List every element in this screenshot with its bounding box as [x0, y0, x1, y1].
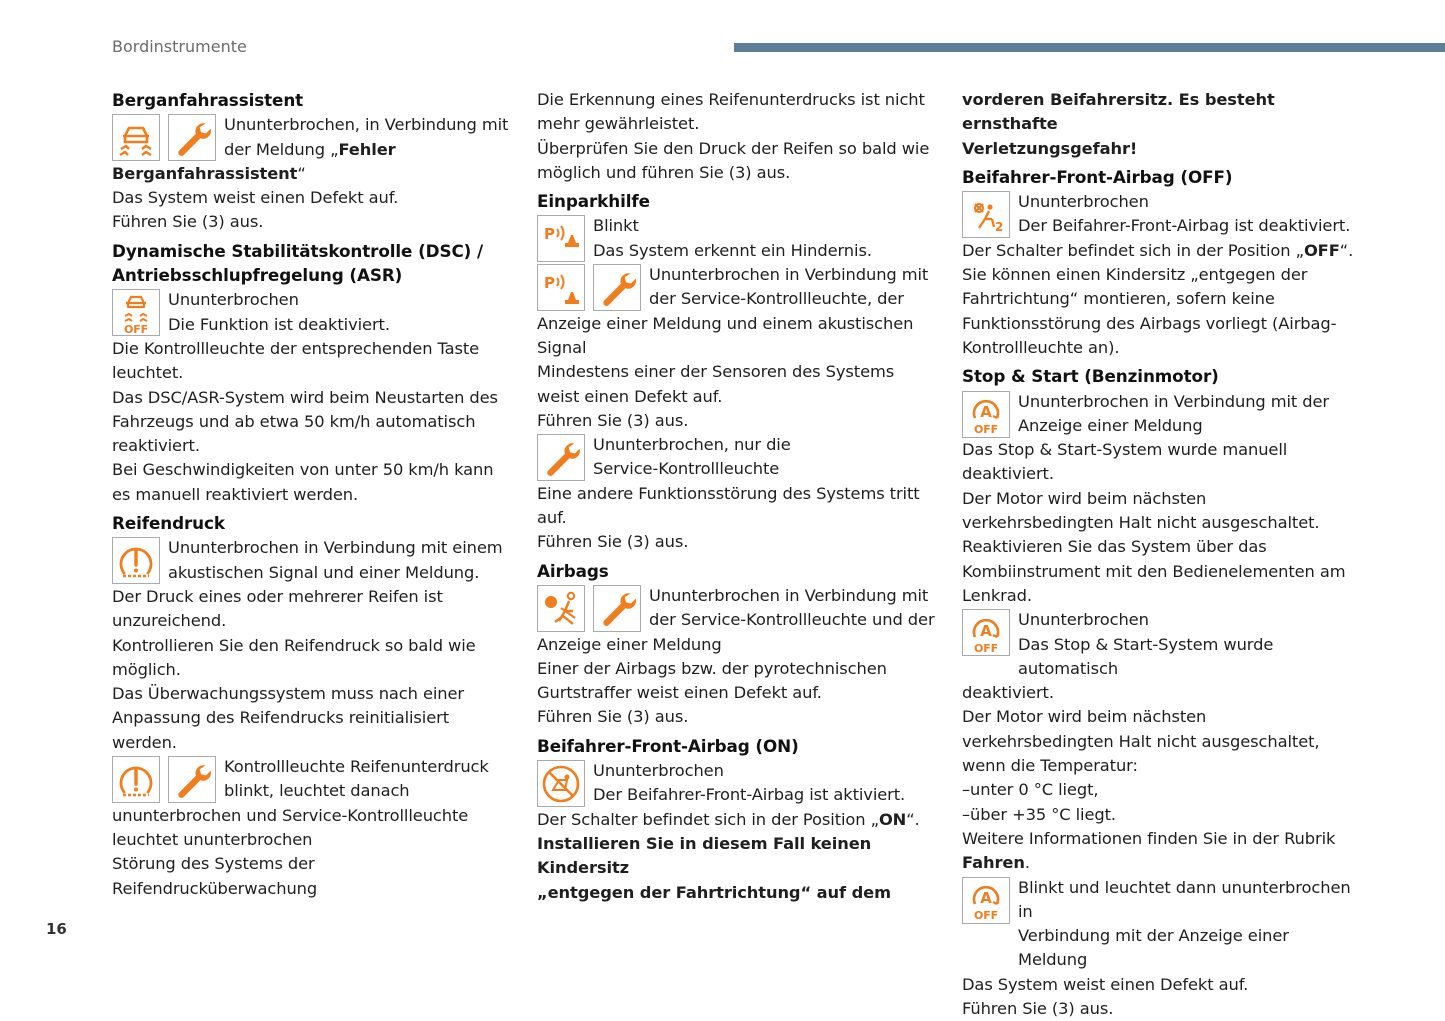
heading-stop-start: Stop & Start (Benzinmotor) — [962, 366, 1219, 387]
icon-row — [537, 263, 935, 312]
svg-text:A: A — [980, 889, 992, 907]
paragraph: deaktiviert. — [962, 683, 1054, 703]
paragraph: Das System weist einen Defekt auf. — [962, 974, 1249, 994]
text-line: der Service-Kontrollleuchte und der — [649, 610, 935, 630]
text-line: Ununterbrochen, nur die — [593, 435, 791, 455]
text-line: Anzeige einer Meldung — [1018, 415, 1203, 435]
heading-airbag-on: Beifahrer-Front-Airbag (ON) — [537, 735, 799, 756]
paragraph: Der Schalter befindet sich in der Position „ON“. — [537, 809, 920, 829]
paragraph: Mindestens einer der Sensoren des Systems weist einen Defekt auf. — [537, 362, 895, 406]
text-line: Verbindung mit der Anzeige einer Meldung — [1018, 926, 1289, 970]
heading-einparkhilfe: Einparkhilfe — [537, 191, 650, 212]
text-line: Ununterbrochen in Verbindung mit — [649, 265, 929, 285]
paragraph: Überprüfen Sie den Druck der Reifen so bald wie möglich und führen Sie (3) aus. — [537, 138, 930, 182]
text-line: Ununterbrochen — [1018, 192, 1149, 212]
paragraph: Führen Sie (3) aus. — [537, 410, 689, 430]
svg-text:2: 2 — [995, 219, 1004, 234]
paragraph: Führen Sie (3) aus. — [537, 707, 689, 727]
wrench-icon — [537, 434, 585, 481]
text-line: Der Beifahrer-Front-Airbag ist aktiviert. — [593, 785, 906, 805]
dash-item: –über +35 °C liegt. — [962, 804, 1116, 824]
svg-text:P: P — [544, 224, 555, 243]
svg-text:OFF: OFF — [973, 423, 999, 437]
text-line: Ununterbrochen in Verbindung mit einem — [168, 538, 503, 558]
paragraph: Störung des Systems der Reifendrucküberwachung — [112, 854, 318, 898]
paragraph: Das Stop & Start-System wurde manuell deaktiviert. — [962, 440, 1288, 484]
text-line: blinkt, leuchtet danach — [224, 781, 410, 801]
section-title: Bordinstrumente — [112, 37, 247, 56]
icon-row — [962, 608, 1362, 681]
paragraph: Anzeige einer Meldung und einem akustischen Signal — [537, 313, 914, 357]
paragraph: Kontrollieren Sie den Reifendruck so bald wie möglich. — [112, 635, 476, 679]
airbag-off-icon — [962, 191, 1010, 238]
text-line: Ununterbrochen — [593, 761, 724, 781]
warning-text: Installieren Sie in diesem Fall keinen Kindersitz — [537, 833, 872, 878]
stop-start-off-icon — [962, 391, 1010, 438]
paragraph: ununterbrochen und Service-Kontrollleuchte leuchtet ununterbrochen — [112, 805, 469, 849]
parking-sensor-icon — [537, 264, 585, 311]
text-line: Service-Kontrollleuchte — [593, 459, 780, 479]
paragraph: Das System weist einen Defekt auf. — [112, 188, 399, 208]
parking-sensor-icon — [537, 215, 585, 262]
icon-row — [962, 390, 1362, 439]
child-seat-prohibited-icon — [537, 760, 585, 807]
icon-row — [537, 214, 935, 263]
text-line: Der Beifahrer-Front-Airbag ist deaktiviert. — [1018, 216, 1351, 236]
text-line: Das Stop & Start-System wurde automatisch — [1018, 634, 1274, 678]
paragraph: Das DSC/ASR-System wird beim Neustarten des Fahrzeugs und ab etwa 50 km/h automatisch reaktiviert. — [112, 387, 498, 456]
heading-reifendruck: Reifendruck — [112, 513, 225, 534]
tire-pressure-icon — [112, 537, 160, 584]
paragraph: Die Kontrollleuchte der entsprechenden Taste leuchtet. — [112, 338, 480, 383]
paragraph: Der Schalter befindet sich in der Position „OFF“. — [962, 240, 1354, 260]
paragraph: Eine andere Funktionsstörung des Systems tritt auf. — [537, 483, 920, 528]
page-number: 16 — [46, 920, 67, 938]
text-line: Die Funktion ist deaktiviert. — [168, 314, 390, 334]
wrench-icon — [593, 264, 641, 311]
text-line: Das System erkennt ein Hindernis. — [593, 240, 872, 260]
svg-text:OFF: OFF — [973, 641, 999, 655]
text-line: Ununterbrochen — [1018, 610, 1149, 630]
heading-berganfahrassistent: Berganfahrassistent — [112, 90, 304, 110]
svg-text:OFF: OFF — [123, 322, 149, 335]
text-line: akustischen Signal und einer Meldung. — [168, 562, 480, 582]
icon-row — [112, 113, 512, 162]
heading-airbags: Airbags — [537, 560, 609, 581]
paragraph: Führen Sie (3) aus. — [962, 998, 1114, 1018]
paragraph: Sie können einen Kindersitz „entgegen der Fahrtrichtung“ montieren, sofern keine Funktionsstörung des Airbags vorliegt (Airbag-Kontrollleuchte an). — [962, 265, 1337, 357]
icon-row — [537, 759, 935, 808]
paragraph: Der Motor wird beim nächsten verkehrsbedingten Halt nicht ausgeschaltet, wenn die Temperatur: — [962, 707, 1320, 776]
paragraph: Reaktivieren Sie das System über das Kombiinstrument mit den Bedienelementen am Lenkrad. — [962, 537, 1346, 605]
warning-text: „entgegen der Fahrtrichtung“ auf dem — [537, 882, 891, 902]
column-1 — [112, 88, 512, 901]
paragraph: Die Erkennung eines Reifenunterdrucks ist nicht mehr gewährleistet. — [537, 90, 925, 134]
svg-text:A: A — [980, 621, 992, 640]
dash-item: –unter 0 °C liegt, — [962, 780, 1099, 800]
text-line: Ununterbrochen, in Verbindung mit — [224, 115, 509, 135]
text-line: Blinkt und leuchtet dann ununterbrochen in — [1018, 877, 1351, 921]
airbag-icon — [537, 585, 585, 632]
paragraph: Führen Sie (3) aus. — [112, 212, 264, 232]
hill-start-icon — [112, 114, 160, 161]
dsc-off-icon — [112, 289, 160, 336]
column-2 — [537, 88, 935, 905]
text-line: Ununterbrochen in Verbindung mit der — [1018, 391, 1330, 411]
text-line: der Meldung „Fehler — [224, 139, 396, 159]
heading-dsc: Dynamische Stabilitätskontrolle (DSC) / Antriebsschlupfregelung (ASR) — [112, 240, 484, 286]
paragraph: Der Druck eines oder mehrerer Reifen ist unzureichend. — [112, 586, 443, 631]
paragraph: Bei Geschwindigkeiten von unter 50 km/h kann es manuell reaktiviert werden. — [112, 460, 494, 504]
text-line: Kontrollleuchte Reifenunterdruck — [224, 757, 489, 777]
svg-text:OFF: OFF — [973, 909, 999, 922]
wrench-icon — [168, 756, 216, 803]
svg-text:A: A — [980, 403, 992, 422]
stop-start-off-icon — [962, 877, 1010, 924]
tire-pressure-icon — [112, 756, 160, 803]
paragraph: Weitere Informationen finden Sie in der Rubrik — [962, 828, 1336, 848]
icon-row — [112, 536, 512, 585]
heading-airbag-off: Beifahrer-Front-Airbag (OFF) — [962, 166, 1233, 187]
icon-row — [537, 584, 935, 633]
paragraph: Das Überwachungssystem muss nach einer Anpassung des Reifendrucks reinitialisiert werden. — [112, 684, 465, 752]
icon-row — [537, 433, 935, 482]
text-line: der Service-Kontrollleuchte, der — [649, 289, 904, 309]
icon-row — [112, 288, 512, 337]
paragraph: Der Motor wird beim nächsten verkehrsbedingten Halt nicht ausgeschaltet. — [962, 488, 1320, 533]
column-3 — [962, 88, 1362, 1021]
text-line: Blinkt — [593, 216, 639, 236]
text-line: Berganfahrassistent“ — [112, 163, 306, 183]
paragraph: Anzeige einer Meldung — [537, 634, 722, 654]
icon-row — [962, 190, 1362, 239]
wrench-icon — [593, 585, 641, 632]
warning-text: Verletzungsgefahr! — [962, 138, 1138, 158]
text-line: Ununterbrochen — [168, 290, 299, 310]
svg-text:P: P — [544, 273, 555, 292]
wrench-icon — [168, 114, 216, 161]
paragraph: Führen Sie (3) aus. — [537, 532, 689, 552]
paragraph: Fahren. — [962, 853, 1030, 873]
header-bar — [734, 43, 1445, 52]
paragraph: Einer der Airbags bzw. der pyrotechnischen Gurtstraffer weist einen Defekt auf. — [537, 658, 887, 703]
text-line: Ununterbrochen in Verbindung mit — [649, 585, 929, 605]
icon-row — [962, 876, 1362, 973]
icon-row — [112, 755, 512, 804]
warning-text: vorderen Beifahrersitz. Es besteht ernsthafte — [962, 90, 1275, 134]
stop-start-off-icon — [962, 609, 1010, 656]
